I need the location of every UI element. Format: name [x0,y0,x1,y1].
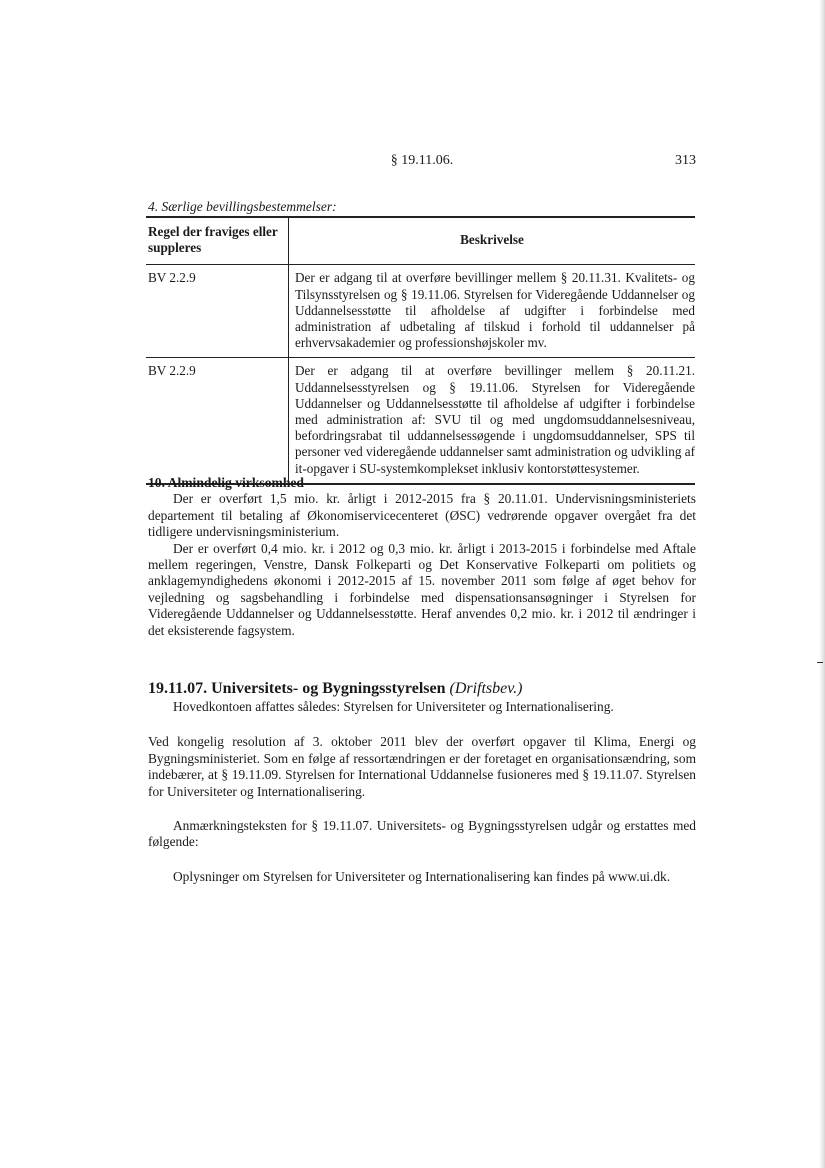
section-19-11-07-paragraph: Anmærkningsteksten for § 19.11.07. Universitets- og Bygningsstyrelsen udgår og erstattes med følgende: [148,818,696,850]
section-10-paragraph: Der er overført 0,4 mio. kr. i 2012 og 0,3 mio. kr. årligt i 2013-2015 i forbindelse med Aftale mellem regeringen, Venstre, Dansk Folkeparti og Det Konservative Folkeparti om politiets og anklagemyndighedens økonomi i 2012-2015 af 15. november 2011 som følge af øget behov for vejledning og sagsbehandling i forbindelse med dispensationsansøgninger i Styrelsen for Videregående Uddannelser og Uddannelsesstøtte. Heraf anvendes 0,2 mio. kr. i 2012 til ændringer i det eksisterende fagsystem. [148,540,696,638]
section-19-11-07-title: 19.11.07. Universitets- og Bygningsstyrelsen [148,680,446,697]
column-header-description: Beskrivelse [289,217,696,265]
column-header-rule: Regel der fraviges eller suppleres [146,217,289,265]
section-10-heading: 10. Almindelig virksomhed [148,475,304,490]
section-10-paragraph: Der er overført 1,5 mio. kr. årligt i 2012-2015 fra § 20.11.01. Undervisningsministeriets departement til betaling af Økonomiservicecenteret (ØSC) vedrørende opgaver overgået fra det tidligere undervisningsministerium. [148,491,696,540]
page-header [148,153,696,173]
table-caption: 4. Særlige bevillingsbestemmelser: [148,199,337,214]
table-row [146,358,695,484]
section-19-11-07-heading [148,679,696,699]
header-section-ref: § 19.11.06. [390,153,454,168]
appropriation-rules-table [146,216,695,485]
description-cell: Der er adgang til at overføre bevillinger mellem § 20.11.31. Kvalitets- og Tilsynsstyrelsen og § 19.11.06. Styrelsen for Videregående Uddannelser og Uddannelsesstøtte til afholdelse af udgifter i forbindelse med administration af udbetaling af tilskud i forhold til uddannelser på erhvervsakademier og professionshøjskoler mv. [289,265,696,358]
description-cell: Der er adgang til at overføre bevillinger mellem § 20.11.21. Uddannelsesstyrelsen og § 19.11.06. Styrelsen for Videregående Uddannelser og Uddannelsesstøtte til afholdelse af udgifter i forbindelse med administration af: SVU til og med ungdomsuddannelsesniveau, befordringsrabat til uddannelsessøgende i ungdomsuddannelser, SPS til personer ved videregående uddannelser samt administration og udvikling af it-opgaver i SU-systemkomplekset inklusiv kontorstøttesystemer. [289,358,696,484]
rule-cell: BV 2.2.9 [146,358,289,484]
table-row [146,265,695,358]
rule-cell: BV 2.2.9 [146,265,289,358]
table-header-row [146,217,695,265]
page-number: 313 [675,153,696,168]
section-19-11-07-subline: Hovedkontoen affattes således: Styrelsen for Universiteter og Internationalisering. [173,699,614,714]
page-edge-shadow [819,0,825,1168]
section-19-11-07-paragraph: Oplysninger om Styrelsen for Universiteter og Internationalisering kan findes på www.ui.dk. [173,868,671,884]
section-10 [148,475,696,639]
section-19-11-07-paragraph: Ved kongelig resolution af 3. oktober 2011 blev der overført opgaver til Klima, Energi og Bygningsministeriet. Som en følge af ressortændringen er der foretaget en organisationsændring, som indebærer, at § 19.11.09. Styrelsen for International Uddannelse fusioneres med § 19.11.07. Styrelsen for Universiteter og Internationalisering. [148,734,696,799]
margin-mark [817,662,823,663]
operation-type: (Driftsbev.) [449,680,523,697]
section-19-11-07 [148,679,696,885]
